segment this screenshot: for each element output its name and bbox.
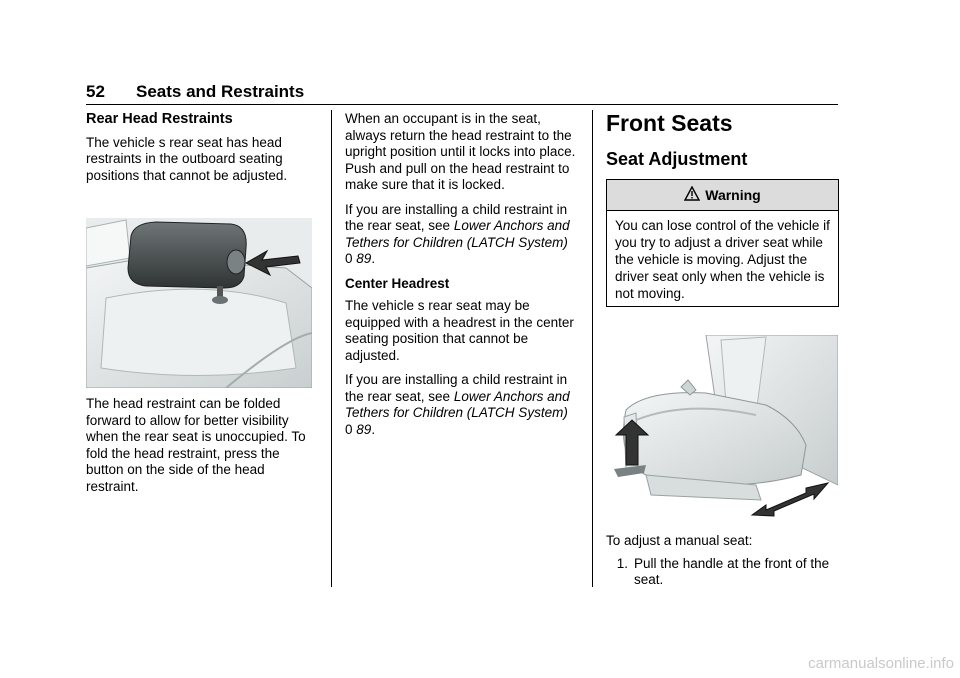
warning-box [606,179,839,307]
paragraph: If you are installing a child restraint in the rear seat, see Lower Anchors and Tethers for Children (LATCH System) 0 89. [345,372,570,437]
column-1-lower [86,396,318,503]
column-2 [345,111,577,446]
warning-triangle-icon [684,186,700,204]
column-divider [592,110,593,587]
seat-adjustment-title: Seat Adjustment [606,149,748,169]
rear-head-restraints-heading: Rear Head Restraints [86,111,233,127]
center-headrest-heading: Center Headrest [345,275,450,291]
latch-link[interactable]: Lower Anchors and Tethers for Children (LATCH System) [345,388,570,420]
paragraph: The vehicle s rear seat may be equipped with a headrest in the center seating position that cannot be adjusted. [345,298,574,363]
paragraph-text: If you are installing a child restraint in the rear seat, see [345,201,568,233]
paragraph: The vehicle s rear seat has head restraints in the outboard seating positions that cannot be adjusted. [86,134,288,183]
step-number: 1. [616,555,628,571]
page-ref-symbol: 0 [345,421,353,437]
instructions-intro: To adjust a manual seat: [606,533,753,548]
latch-link[interactable]: Lower Anchors and Tethers for Children (LATCH System) [345,218,570,250]
step-text: Pull the handle at the front of the seat. [634,555,830,587]
paragraph: The head restraint can be folded forward to allow for better visibility when the rear seat is unoccupied. To fold the head restraint, press the button on the side of the head restraint. [86,396,306,494]
paragraph: If you are installing a child restraint in the rear seat, see Lower Anchors and Tethers for Children (LATCH System) 0 89. [345,201,570,266]
manual-seat-instructions [606,533,838,589]
steps-list [606,556,838,589]
front-seat-illustration [606,335,838,521]
warning-label: Warning [705,187,761,203]
column-1 [86,111,318,192]
warning-header [607,180,838,211]
page-ref-symbol: 0 [345,251,353,266]
section-title: Seats and Restraints [136,82,305,101]
page-ref[interactable]: 89 [356,421,372,437]
paragraph: When an occupant is in the seat, always return the head restraint to the upright position until it locks into place. Push and pull on the head restraint to make sure that it is locked. [345,111,576,192]
page-ref[interactable]: 89 [356,251,372,266]
column-3 [606,110,838,170]
front-seats-title: Front Seats [606,110,733,136]
rear-head-restraint-illustration [86,218,312,388]
warning-text: You can lose control of the vehicle if you try to adjust a driver seat while the vehicle is moving. Adjust the driver seat only when the vehicle is not moving. [615,218,830,301]
list-item [606,556,838,589]
column-divider [331,110,332,587]
page-number: 52 [86,82,105,101]
paragraph-text: If you are installing a child restraint in the rear seat, see [345,372,568,404]
page-header [86,82,838,105]
watermark: carmanualsonline.info [808,655,954,672]
